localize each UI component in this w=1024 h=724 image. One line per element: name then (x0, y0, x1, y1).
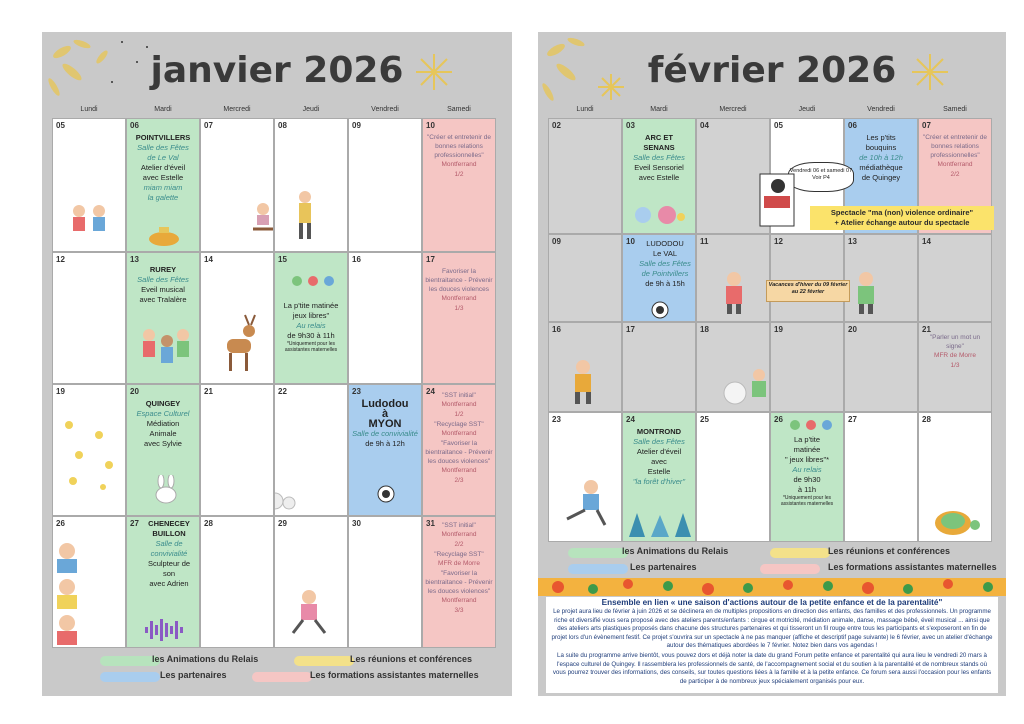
training-location: MFR de Morre (438, 560, 480, 567)
day-cell[interactable] (348, 118, 422, 252)
children-playing-illustration (65, 201, 115, 241)
event-location: MYON (368, 418, 402, 430)
day-cell[interactable] (126, 118, 200, 252)
february-calendar-page (538, 32, 1006, 696)
event-activity: Eveil Sensoriel (634, 163, 684, 172)
event-title: Les p'tits (866, 133, 896, 142)
legend-swatch-reunions (294, 656, 354, 666)
event-note: *Uniquement pour les assistantes maternelles (780, 495, 834, 507)
event-text (129, 399, 197, 449)
legend-swatch-reunions (770, 548, 830, 558)
day-cell[interactable] (696, 234, 770, 322)
day-cell[interactable] (126, 384, 200, 516)
day-cell[interactable] (918, 322, 992, 412)
day-cell[interactable] (274, 384, 348, 516)
turtle-illustration (927, 503, 983, 537)
training-location: Montferrand (441, 401, 477, 408)
day-number: 09 (552, 237, 561, 246)
event-time: de 9h à 12h (365, 439, 405, 448)
day-number: 13 (848, 237, 857, 246)
day-number: 23 (552, 415, 561, 424)
weekday-label: Samedi (447, 106, 471, 113)
event-host: avec (651, 457, 667, 466)
event-activity: La p'tite matinée jeux libres" (283, 301, 339, 320)
sound-wave-icon (143, 617, 187, 641)
legend-swatch-relais (100, 656, 160, 666)
event-title: Ludodou (361, 398, 409, 410)
event-venue: Salle des Fêtes (633, 153, 685, 162)
legend-partenaires: Les partenaires (160, 670, 227, 680)
day-number: 21 (204, 387, 213, 396)
training-title: "Créer et entretenir de bonnes relations professionnelles" (426, 134, 492, 159)
weekday-label: Lundi (80, 106, 98, 113)
day-number: 14 (204, 255, 213, 264)
event-location: QUINGEY (145, 399, 181, 408)
day-number: 27 (130, 519, 139, 528)
day-cell[interactable] (348, 516, 422, 648)
galette-cake-illustration (147, 227, 181, 247)
event-text (351, 399, 419, 449)
day-number: 24 (426, 387, 435, 396)
training-title: "Parler un mot un signe" (929, 334, 981, 350)
event-activity: Animale (149, 429, 177, 438)
day-cell[interactable] (422, 384, 496, 516)
weekday-label: Vendredi (371, 106, 399, 113)
snowflakes-decoration (59, 415, 121, 495)
day-cell[interactable] (918, 234, 992, 322)
snowballs-illustration (274, 491, 301, 511)
event-venue: Salle des Fêtes (137, 275, 189, 284)
event-venue: de Pointvillers (641, 269, 689, 278)
day-number: 07 (204, 121, 213, 130)
event-activity: Atelier d'éveil (140, 163, 186, 172)
day-number: 04 (700, 121, 709, 130)
day-cell[interactable] (422, 118, 496, 252)
child-ice-skating-illustration (285, 587, 335, 639)
event-subtitle: "la forêt d'hiver" (632, 477, 686, 486)
day-number: 05 (774, 121, 783, 130)
weekday-label: Lundi (576, 106, 594, 113)
project-description (546, 597, 998, 693)
event-subtitle: la galette (147, 193, 179, 202)
event-host: avec Estelle (142, 173, 184, 182)
training-session: 3/3 (454, 607, 464, 614)
event-time: à 11h (797, 485, 817, 494)
training-location: Montferrand (441, 531, 477, 538)
day-number: 26 (56, 519, 65, 528)
event-host: Estelle (647, 467, 671, 476)
child-ice-skating-illustration (561, 479, 617, 529)
spectacle-subtitle: + Atelier échange autour du spectacle (834, 218, 970, 227)
day-cell[interactable] (622, 412, 696, 542)
day-number: 05 (56, 121, 65, 130)
legend-reunions: Les réunions et conférences (828, 546, 951, 556)
day-number: 20 (848, 325, 857, 334)
day-cell[interactable] (52, 516, 126, 648)
event-activity: Atelier d'éveil (636, 447, 682, 456)
day-number: 12 (774, 237, 783, 246)
speech-bubble: Vendredi 06 et samedi 07 Voir P4 (788, 162, 854, 192)
day-number: 10 (626, 237, 635, 246)
day-cell[interactable] (200, 516, 274, 648)
legend-reunions: Les réunions et conférences (350, 654, 473, 664)
event-time: de 10h à 12h (859, 153, 903, 162)
event-activity: Médiation (146, 419, 180, 428)
event-text (921, 133, 989, 180)
day-cell[interactable] (548, 118, 622, 234)
training-session: 1/3 (950, 362, 960, 369)
event-venue: Au relais (296, 321, 326, 330)
event-text (425, 133, 493, 180)
event-venue: Salle des Fêtes (639, 259, 691, 268)
event-venue: de Le Val (147, 153, 179, 162)
training-location: Montferrand (441, 161, 477, 168)
weekday-label: Mardi (154, 106, 172, 113)
legend-swatch-partenaires (100, 672, 160, 682)
training-location: MFR de Morre (934, 352, 976, 359)
training-title: "Recyclage SST" (434, 421, 484, 428)
day-cell[interactable] (622, 322, 696, 412)
event-host: avec Estelle (638, 173, 680, 182)
training-title: Favoriser la bientraitance - Prévenir les douces violences (425, 268, 493, 293)
training-location: Montferrand (441, 295, 477, 302)
day-number: 21 (922, 325, 931, 334)
training-session: 2/2 (454, 541, 464, 548)
event-text (921, 333, 989, 371)
ludodou-logo-icon (377, 485, 395, 503)
month-title: février 2026 (647, 50, 897, 91)
day-cell[interactable] (696, 322, 770, 412)
event-activity: Eveil musical (141, 285, 185, 294)
event-activity: La p'tite (793, 435, 821, 444)
event-location: SENANS (643, 143, 675, 152)
children-music-illustration (135, 323, 195, 373)
child-walking-illustration (565, 357, 601, 409)
event-note: *Uniquement pour les assistantes maternelles (284, 341, 338, 353)
legend-swatch-partenaires (568, 564, 628, 574)
event-title: LUDODOU (646, 239, 684, 248)
event-time: de 9h30 à 11h (287, 331, 335, 340)
day-number: 20 (130, 387, 139, 396)
event-title: bouquins (865, 143, 897, 152)
day-number: 19 (56, 387, 65, 396)
stacked-children-illustration (53, 537, 83, 647)
spectacle-poster-illustration (758, 170, 798, 230)
weekday-label: Jeudi (798, 106, 816, 113)
day-cell[interactable] (200, 384, 274, 516)
project-paragraph: La suite du programme arrive bientôt, vous pouvez dors et déjà noter la date du grand Forum petite enfance et parentalité qui aura lieu le vendredi 20 mars à l'espace culturel de Quingey. Il rassemblera les professionnels de santé, de l'accompagnement social et du soutien à la parentalité et de nombreux stands où vous pourrez trouver des informations, des conseils, sur toutes questions liées à la famille et à la petite enfance. Ce forum sera aussi l'occasion pour les enfants de participer à de nombreux jeux spécialement organisés pour eux. (552, 652, 992, 685)
day-cell[interactable] (422, 516, 496, 648)
day-number: 25 (700, 415, 709, 424)
weekday-label: Mercredi (719, 106, 747, 113)
event-text (425, 391, 493, 486)
event-location: RUREY (149, 265, 177, 274)
day-number: 03 (626, 121, 635, 130)
deer-illustration (219, 313, 259, 377)
decorative-art-strip (538, 578, 1006, 596)
day-cell[interactable] (52, 252, 126, 384)
event-location: BUILLON (152, 529, 186, 538)
event-location: POINTVILLERS (135, 133, 191, 142)
event-location: Le VAL (652, 249, 678, 258)
event-text (625, 427, 693, 487)
ludodou-logo-icon (651, 301, 669, 319)
event-venue: Salle de convivialité (150, 539, 188, 558)
day-number: 10 (426, 121, 435, 130)
event-host: avec Sylvie (144, 439, 182, 448)
day-cell[interactable] (52, 118, 126, 252)
event-time: de 9h30 (793, 475, 821, 484)
day-cell[interactable] (770, 322, 844, 412)
legend-swatch-relais (568, 548, 628, 558)
event-venue: Salle des Fêtes (633, 437, 685, 446)
day-number: 13 (130, 255, 139, 264)
day-cell[interactable] (696, 412, 770, 542)
event-text (141, 519, 197, 589)
event-venue: Espace Culturel (136, 409, 190, 418)
training-location: Montferrand (441, 597, 477, 604)
day-cell[interactable] (274, 516, 348, 648)
event-activity: matinée (793, 445, 821, 454)
training-location: Montferrand (441, 467, 477, 474)
day-cell[interactable] (126, 252, 200, 384)
legend-formations: Les formations assistantes maternelles (828, 562, 997, 572)
day-number: 07 (922, 121, 931, 130)
day-cell[interactable] (548, 412, 622, 542)
event-text (637, 239, 693, 289)
month-title: janvier 2026 (150, 50, 404, 91)
event-location: MONTROND (636, 427, 682, 436)
day-number: 22 (278, 387, 287, 396)
training-location: Montferrand (937, 161, 973, 168)
event-location: de Quingey (861, 173, 901, 182)
day-number: 16 (352, 255, 361, 264)
child-winter-illustration (719, 269, 749, 319)
child-on-sled-illustration (251, 199, 274, 239)
children-icons (291, 273, 335, 289)
event-venue: Salle des Fêtes (137, 143, 189, 152)
legend-formations: Les formations assistantes maternelles (310, 670, 479, 680)
weekday-label: Samedi (943, 106, 967, 113)
day-cell[interactable] (200, 252, 274, 384)
event-location: CHENECEY (148, 519, 190, 528)
day-number: 06 (848, 121, 857, 130)
day-number: 24 (626, 415, 635, 424)
event-venue: médiathèque (859, 163, 903, 172)
weekday-label: Mercredi (223, 106, 251, 113)
day-number: 06 (130, 121, 139, 130)
day-number: 29 (278, 519, 287, 528)
event-text (847, 133, 915, 183)
legend-relais: les Animations du Relais (622, 546, 729, 556)
training-session: 2/2 (950, 171, 960, 178)
day-cell[interactable] (770, 412, 844, 542)
day-cell[interactable] (548, 234, 622, 322)
winter-holidays-banner: Vacances d'hiver du 09 février au 22 février (766, 280, 850, 302)
rabbit-illustration (151, 475, 181, 505)
child-rolling-snowball-illustration (723, 363, 770, 411)
training-session: 2/3 (454, 477, 464, 484)
day-cell[interactable] (844, 322, 918, 412)
day-number: 18 (700, 325, 709, 334)
training-session: 1/2 (454, 411, 464, 418)
training-title: "Recyclage SST" (434, 551, 484, 558)
event-activity: Sculpteur de son (147, 559, 191, 578)
weekday-label: Vendredi (867, 106, 895, 113)
day-number: 26 (774, 415, 783, 424)
event-venue: Salle de convivialité (352, 429, 418, 438)
event-host: avec Adrien (149, 579, 189, 588)
legend-partenaires: Les partenaires (630, 562, 697, 572)
event-venue: Au relais (792, 465, 822, 474)
day-number: 14 (922, 237, 931, 246)
weekday-label: Mardi (650, 106, 668, 113)
day-cell[interactable] (622, 118, 696, 234)
event-host: avec Tralalère (139, 295, 187, 304)
child-pulling-sled-illustration (285, 189, 325, 249)
event-text (277, 301, 345, 353)
day-cell[interactable] (52, 384, 126, 516)
day-number: 30 (352, 519, 361, 528)
day-number: 16 (552, 325, 561, 334)
event-subtitle: miam miam (143, 183, 183, 192)
day-cell[interactable] (126, 516, 200, 648)
day-number: 23 (352, 387, 361, 396)
day-number: 09 (352, 121, 361, 130)
day-number: 02 (552, 121, 561, 130)
day-cell[interactable] (844, 234, 918, 322)
winter-trees-illustration (629, 513, 691, 539)
event-text (129, 133, 197, 203)
event-text (773, 435, 841, 507)
training-title: "Créer et entretenir de bonnes relations professionnelles" (922, 134, 988, 159)
event-text (425, 521, 493, 616)
training-session: 1/3 (454, 305, 464, 312)
training-title: "SST initial" (442, 522, 476, 529)
day-cell[interactable] (622, 234, 696, 322)
day-number: 17 (426, 255, 435, 264)
legend-swatch-formations (760, 564, 820, 574)
training-session: 1/2 (454, 171, 464, 178)
project-paragraph: Le projet aura lieu de février à juin 2026 et se déclinera en de multiples propositions en direction des enfants, des familles et des professionnels. Un programme riche et diversifié vous sera proposé avec des ateliers parents/enfants : cirque et motricité, médiation animale, danse, massage bébé, éveil musical ... ainsi que des ateliers arts plastiques proposés dans chacune des structures partenaires et qui tisseront un fil rouge entre tous les participants et s'exposeront en fin de projet lors d'un évènement festif. Ce projet s'ouvrira sur un spectacle à ne pas manquer (affiche et descriptif page suivante) le 6 février, avec un atelier d'échange autour des thématiques abordées le 7 février. Notez bien dans vos agendas ! (551, 608, 993, 650)
day-number: 11 (700, 237, 709, 246)
day-cell[interactable] (770, 234, 844, 322)
event-time: de 9h à 15h (645, 279, 685, 288)
spectacle-title: Spectacle "ma (non) violence ordinaire" (830, 208, 974, 217)
day-cell[interactable] (918, 412, 992, 542)
legend-relais: les Animations du Relais (152, 654, 259, 664)
children-icons (787, 417, 835, 433)
day-number: 28 (204, 519, 213, 528)
day-number: 17 (626, 325, 635, 334)
event-title: à (381, 408, 389, 420)
day-cell[interactable] (348, 384, 422, 516)
training-location: Montferrand (441, 430, 477, 437)
day-cell[interactable] (274, 118, 348, 252)
training-title: "Favoriser la bientraitance - Prévenir les douces violences" (425, 440, 493, 465)
event-activity: " jeux libres"* (784, 455, 830, 464)
sensory-toys-illustration (633, 203, 687, 227)
event-text (129, 265, 197, 305)
day-number: 31 (426, 519, 435, 528)
day-cell[interactable] (548, 322, 622, 412)
day-number: 27 (848, 415, 857, 424)
child-winter-illustration (851, 269, 881, 319)
day-cell[interactable] (274, 252, 348, 384)
training-title: "Favoriser la bientraitance - Prévenir les douces violences" (425, 570, 493, 595)
day-number: 12 (56, 255, 65, 264)
day-number: 28 (922, 415, 931, 424)
training-title: "SST initial" (442, 392, 476, 399)
event-location: ARC ET (645, 133, 673, 142)
spectacle-banner (810, 206, 994, 230)
january-calendar-page (42, 32, 512, 696)
project-heading: Ensemble en lien « une saison d'actions autour de la petite enfance et de la parentalité" (601, 598, 943, 607)
day-cell[interactable] (422, 252, 496, 384)
day-cell[interactable] (844, 412, 918, 542)
event-text (625, 133, 693, 183)
day-number: 15 (278, 255, 287, 264)
day-cell[interactable] (200, 118, 274, 252)
legend-swatch-formations (252, 672, 312, 682)
day-cell[interactable] (348, 252, 422, 384)
day-number: 19 (774, 325, 783, 334)
weekday-label: Jeudi (302, 106, 320, 113)
event-text (425, 267, 493, 314)
day-number: 08 (278, 121, 287, 130)
